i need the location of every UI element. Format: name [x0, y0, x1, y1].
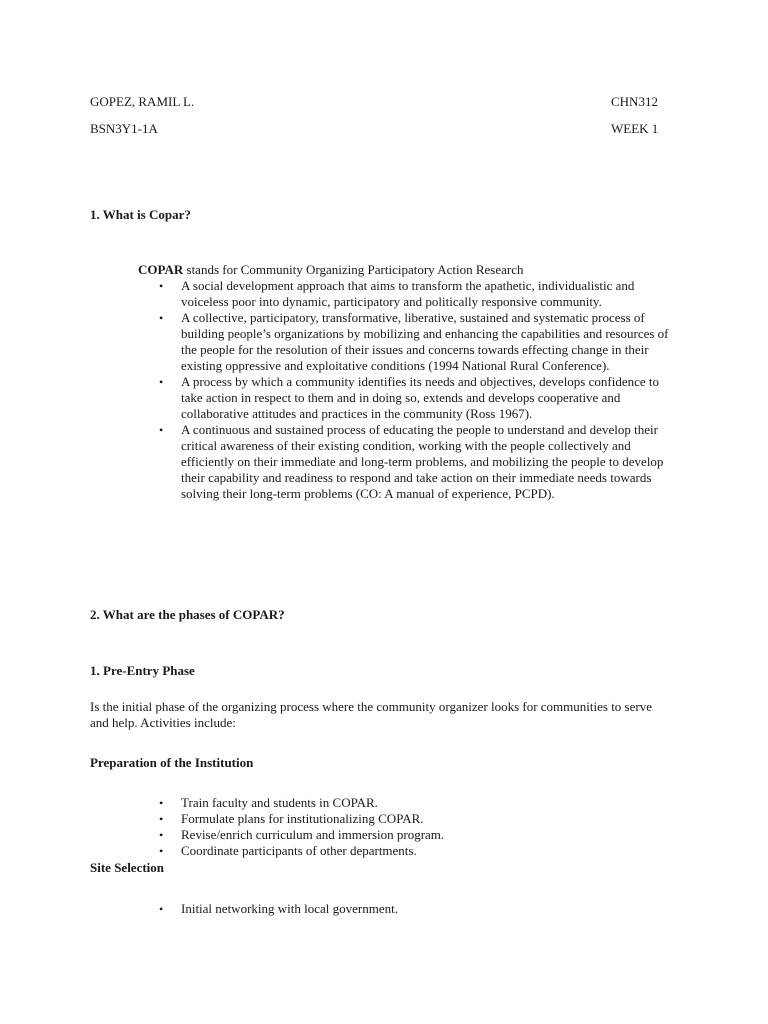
- list-item: [159, 278, 679, 310]
- list-item-text: Coordinate participants of other departments.: [181, 843, 417, 858]
- question-2-heading: 2. What are the phases of COPAR?: [90, 607, 285, 622]
- list-item: [159, 310, 679, 374]
- list-item-text: A social development approach that aims to transform the apathetic, individualistic and voiceless poor into dynamic, participatory and politically responsive community.: [181, 278, 635, 309]
- list-item-text: Formulate plans for institutionalizing COPAR.: [181, 811, 424, 826]
- preparation-heading: Preparation of the Institution: [90, 755, 254, 770]
- copar-intro-text: stands for Community Organizing Participatory Action Research: [183, 262, 524, 277]
- list-item: [159, 811, 679, 827]
- bullet-icon: •: [159, 828, 164, 842]
- list-item-text: A continuous and sustained process of educating the people to understand and develop their critical awareness of their existing condition, working with the people collectively and efficiently on their immediate and long-term problems, and mobilizing the people to develop their capability and readiness to respond and take action on their immediate needs towards solving their long-term problems (CO: A manual of experience, PCPD).: [181, 422, 664, 501]
- copar-intro: [138, 262, 524, 278]
- list-item: [159, 827, 679, 843]
- week-label: WEEK 1: [611, 121, 659, 136]
- phase-1-heading: 1. Pre-Entry Phase: [90, 663, 195, 678]
- course-code: CHN312: [611, 94, 658, 109]
- list-item-text: Initial networking with local government.: [181, 901, 398, 916]
- list-item: [159, 843, 679, 859]
- bullet-icon: •: [159, 796, 164, 810]
- list-item-text: A process by which a community identifies its needs and objectives, develops confidence to take action in respect to them and in doing so, extends and develops cooperative and collaborative attitudes and practices in the community (Ross 1967).: [181, 374, 659, 421]
- site-selection-list: [159, 901, 679, 917]
- list-item: [159, 795, 679, 811]
- bullet-icon: •: [159, 311, 164, 325]
- student-name: GOPEZ, RAMIL L.: [90, 94, 195, 109]
- site-selection-heading: Site Selection: [90, 860, 165, 875]
- bullet-icon: •: [159, 423, 164, 437]
- copar-term: COPAR: [138, 262, 184, 277]
- list-item-text: Train faculty and students in COPAR.: [181, 795, 378, 810]
- bullet-icon: •: [159, 812, 164, 826]
- list-item-text: A collective, participatory, transformative, liberative, sustained and systematic process of building people’s organizations by mobilizing and enhancing the capabilities and resources of the people for the resolution of their issues and concerns towards effecting change in their existing oppressive and exploitative conditions (1994 National Rural Conference).: [181, 310, 669, 373]
- preparation-list: [159, 795, 679, 859]
- bullet-icon: •: [159, 902, 164, 916]
- phase-1-description: Is the initial phase of the organizing process where the community organizer looks for communities to serve and help. Activities include:: [90, 699, 652, 730]
- list-item-text: Revise/enrich curriculum and immersion program.: [181, 827, 445, 842]
- list-item: [159, 374, 679, 422]
- question-1-heading: 1. What is Copar?: [90, 207, 191, 222]
- list-item: [159, 422, 679, 502]
- bullet-icon: •: [159, 279, 164, 293]
- bullet-icon: •: [159, 844, 164, 858]
- list-item: [159, 901, 679, 917]
- student-section: BSN3Y1-1A: [90, 121, 158, 136]
- copar-definitions-list: [159, 278, 679, 502]
- bullet-icon: •: [159, 375, 164, 389]
